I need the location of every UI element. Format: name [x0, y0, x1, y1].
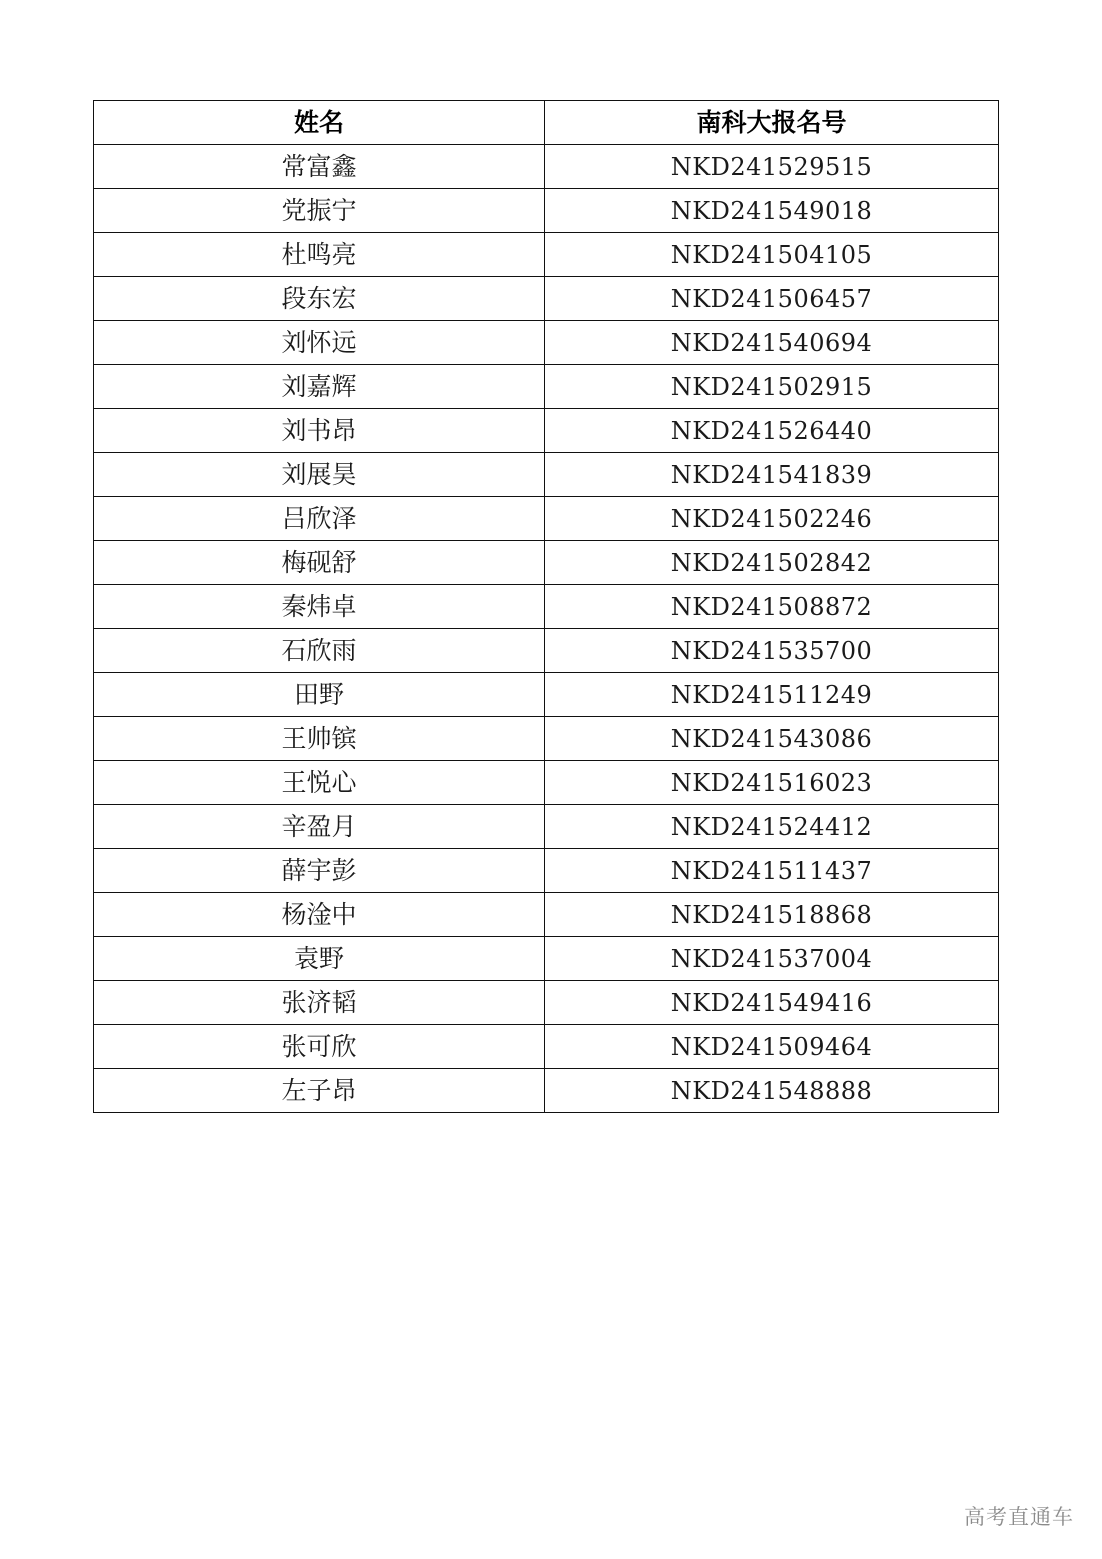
student-name: 杨淦中: [94, 893, 545, 937]
student-name: 石欣雨: [94, 629, 545, 673]
registration-number: NKD241518868: [545, 893, 999, 937]
student-name: 刘书昂: [94, 409, 545, 453]
student-name: 梅砚舒: [94, 541, 545, 585]
registration-number: NKD241511249: [545, 673, 999, 717]
registration-number: NKD241529515: [545, 145, 999, 189]
registration-number: NKD241511437: [545, 849, 999, 893]
table-header-row: [94, 101, 999, 145]
table-row: [94, 805, 999, 849]
registration-number: NKD241540694: [545, 321, 999, 365]
student-name: 刘怀远: [94, 321, 545, 365]
registration-number: NKD241526440: [545, 409, 999, 453]
admission-list-table: [93, 100, 999, 1113]
registration-number: NKD241535700: [545, 629, 999, 673]
student-name: 左子昂: [94, 1069, 545, 1113]
student-name: 袁野: [94, 937, 545, 981]
registration-number: NKD241541839: [545, 453, 999, 497]
table-row: [94, 277, 999, 321]
table-row: [94, 629, 999, 673]
registration-number: NKD241502915: [545, 365, 999, 409]
table-row: [94, 717, 999, 761]
table-row: [94, 1069, 999, 1113]
table-row: [94, 321, 999, 365]
registration-number: NKD241549416: [545, 981, 999, 1025]
table-row: [94, 453, 999, 497]
student-name: 常富鑫: [94, 145, 545, 189]
registration-number: NKD241516023: [545, 761, 999, 805]
registration-number: NKD241508872: [545, 585, 999, 629]
table-row: [94, 145, 999, 189]
registration-number: NKD241502842: [545, 541, 999, 585]
registration-number: NKD241549018: [545, 189, 999, 233]
table-row: [94, 1025, 999, 1069]
watermark-text: 高考直通车: [964, 1505, 1074, 1529]
registration-number: NKD241524412: [545, 805, 999, 849]
table-body: [94, 145, 999, 1113]
registration-number: NKD241504105: [545, 233, 999, 277]
table-row: [94, 233, 999, 277]
table-row: [94, 497, 999, 541]
registration-number: NKD241543086: [545, 717, 999, 761]
registration-number: NKD241548888: [545, 1069, 999, 1113]
registration-number: NKD241502246: [545, 497, 999, 541]
table-row: [94, 365, 999, 409]
column-header-registration-number: 南科大报名号: [545, 101, 999, 145]
student-name: 刘展昊: [94, 453, 545, 497]
registration-number: NKD241509464: [545, 1025, 999, 1069]
table-row: [94, 981, 999, 1025]
table-row: [94, 189, 999, 233]
student-name: 刘嘉辉: [94, 365, 545, 409]
table-row: [94, 409, 999, 453]
student-name: 秦炜卓: [94, 585, 545, 629]
table-row: [94, 937, 999, 981]
student-name: 段东宏: [94, 277, 545, 321]
table-row: [94, 849, 999, 893]
student-name: 吕欣泽: [94, 497, 545, 541]
table-row: [94, 541, 999, 585]
table-row: [94, 761, 999, 805]
student-name: 张济韬: [94, 981, 545, 1025]
student-name: 王悦心: [94, 761, 545, 805]
registration-number: NKD241506457: [545, 277, 999, 321]
table-row: [94, 673, 999, 717]
student-name: 杜鸣亮: [94, 233, 545, 277]
student-name: 薛宇彭: [94, 849, 545, 893]
student-name: 张可欣: [94, 1025, 545, 1069]
column-header-name: 姓名: [94, 101, 545, 145]
student-name: 王帅镔: [94, 717, 545, 761]
table-row: [94, 585, 999, 629]
registration-number: NKD241537004: [545, 937, 999, 981]
student-name: 党振宁: [94, 189, 545, 233]
student-name: 田野: [94, 673, 545, 717]
student-name: 辛盈月: [94, 805, 545, 849]
table-row: [94, 893, 999, 937]
